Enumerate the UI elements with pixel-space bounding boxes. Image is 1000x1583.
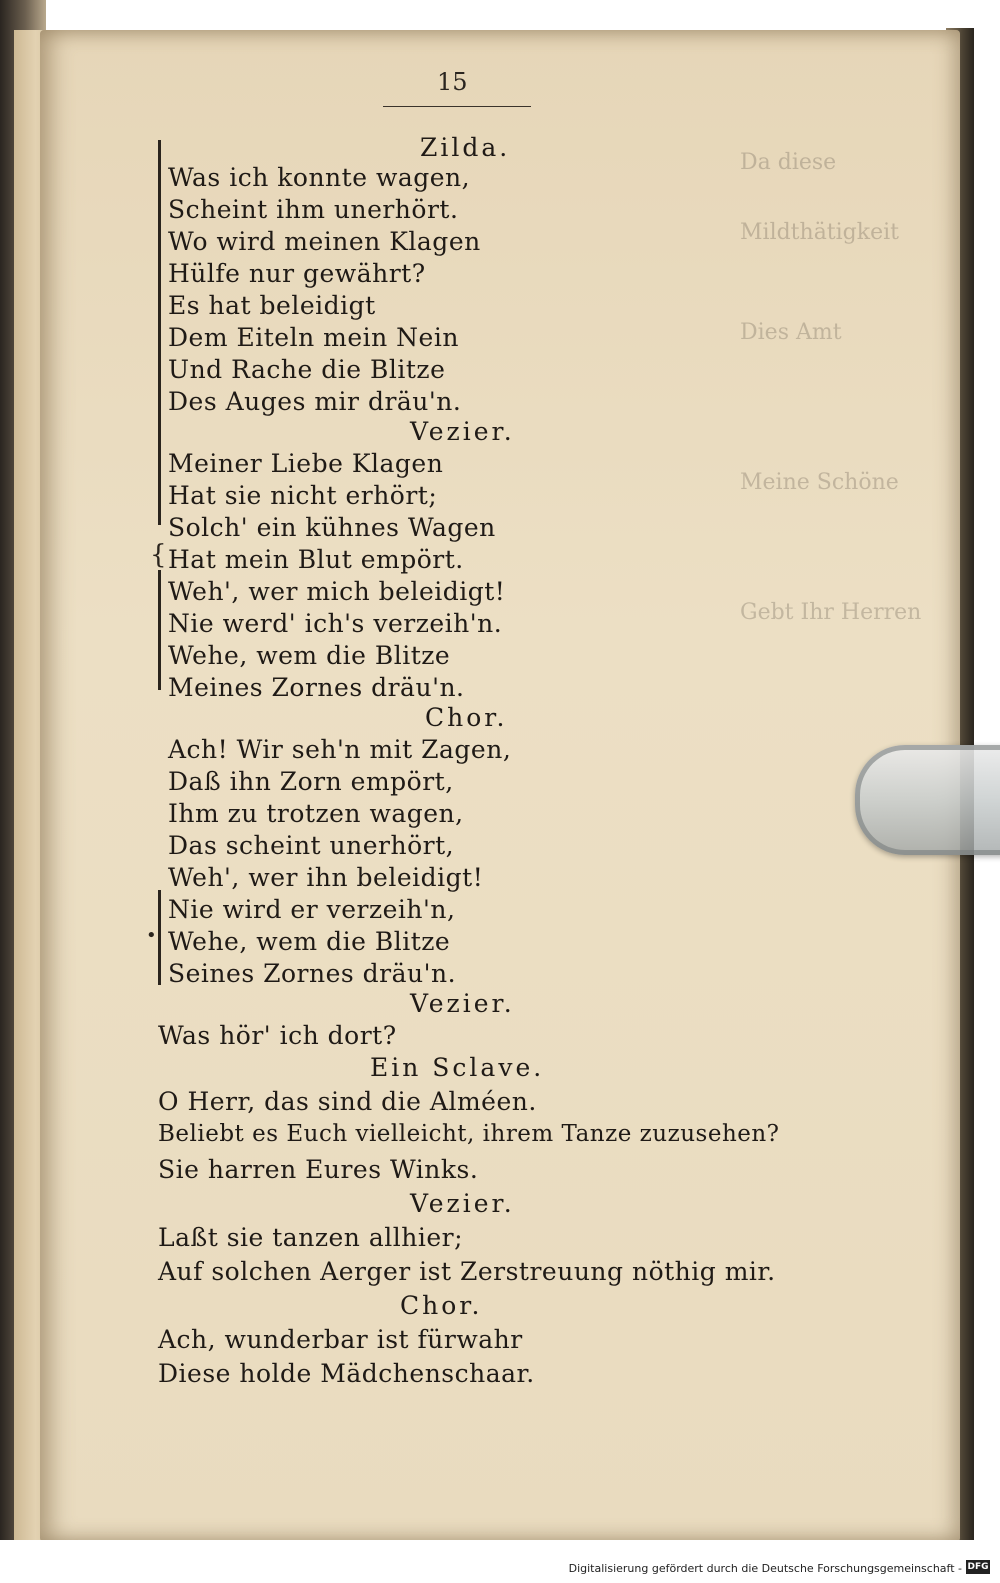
verse-line: Hat sie nicht erhört; [168,481,438,510]
verse-line: Was hör' ich dort? [158,1021,397,1050]
bleed-through: Mildthätigkeit [740,220,899,245]
verse-line: Diese holde Mädchenschaar. [158,1359,535,1388]
verse-line: Und Rache die Blitze [168,355,446,384]
verse-line: Auf solchen Aerger ist Zerstreuung nöthig mir. [158,1257,776,1286]
speaker-heading: Ein Sclave. [370,1053,545,1082]
bleed-through: Meine Schöne [740,470,899,495]
verse-line: Nie wird er verzeih'n, [168,895,456,924]
verse-line: Seines Zornes dräu'n. [168,959,457,988]
verse-line: Dem Eiteln mein Nein [168,323,459,352]
verse-line: Was ich konnte wagen, [168,163,471,192]
verse-line: Hülfe nur gewährt? [168,259,426,288]
verse-line: Des Auges mir dräu'n. [168,387,462,416]
bleed-through: Dies Amt [740,320,842,345]
speaker-heading: Zilda. [420,133,511,162]
verse-line: O Herr, das sind die Alméen. [158,1087,537,1116]
speaker-heading: Chor. [400,1291,483,1320]
verse-line: Nie werd' ich's verzeih'n. [168,609,503,638]
verse-line: Meines Zornes dräu'n. [168,673,465,702]
dfg-logo: DFG [967,1562,989,1572]
bleed-through: Gebt Ihr Herren [740,600,922,625]
speaker-heading: Vezier. [410,989,515,1018]
speaker-heading: Vezier. [410,417,515,446]
verse-line: Das scheint unerhört, [168,831,455,860]
verse-line: Hat mein Blut empört. [168,545,464,574]
verse-line: Wo wird meinen Klagen [168,227,481,256]
verse-line: Beliebt es Euch vielleicht, ihrem Tanze zuzusehen? [158,1121,780,1147]
verse-line: Wehe, wem die Blitze [168,641,451,670]
verse-bracket [158,890,161,985]
speaker-heading: Vezier. [410,1189,515,1218]
page-clip [855,745,1000,855]
verse-line: Wehe, wem die Blitze [168,927,451,956]
verse-bracket [158,140,161,525]
margin-mark: • [146,925,157,946]
bleed-through: Da diese [740,150,837,175]
brace-mark: { [150,540,167,570]
verse-line: Laßt sie tanzen allhier; [158,1223,463,1252]
verse-line: Ach! Wir seh'n mit Zagen, [168,735,512,764]
verse-line: Ihm zu trotzen wagen, [168,799,464,828]
speaker-heading: Chor. [425,703,508,732]
header-rule [383,106,531,107]
verse-line: Ach, wunderbar ist fürwahr [158,1325,523,1354]
verse-bracket [158,570,161,690]
verse-line: Meiner Liebe Klagen [168,449,444,478]
verse-line: Daß ihn Zorn empört, [168,767,454,796]
page-number: 15 [437,68,468,96]
verse-line: Weh', wer mich beleidigt! [168,577,506,606]
funding-credit: Digitalisierung gefördert durch die Deutsche Forschungsgemeinschaft - [568,1562,962,1575]
verse-line: Es hat beleidigt [168,291,376,320]
verse-line: Weh', wer ihn beleidigt! [168,863,484,892]
verse-line: Solch' ein kühnes Wagen [168,513,496,542]
verse-line: Scheint ihm unerhört. [168,195,459,224]
verse-line: Sie harren Eures Winks. [158,1155,479,1184]
